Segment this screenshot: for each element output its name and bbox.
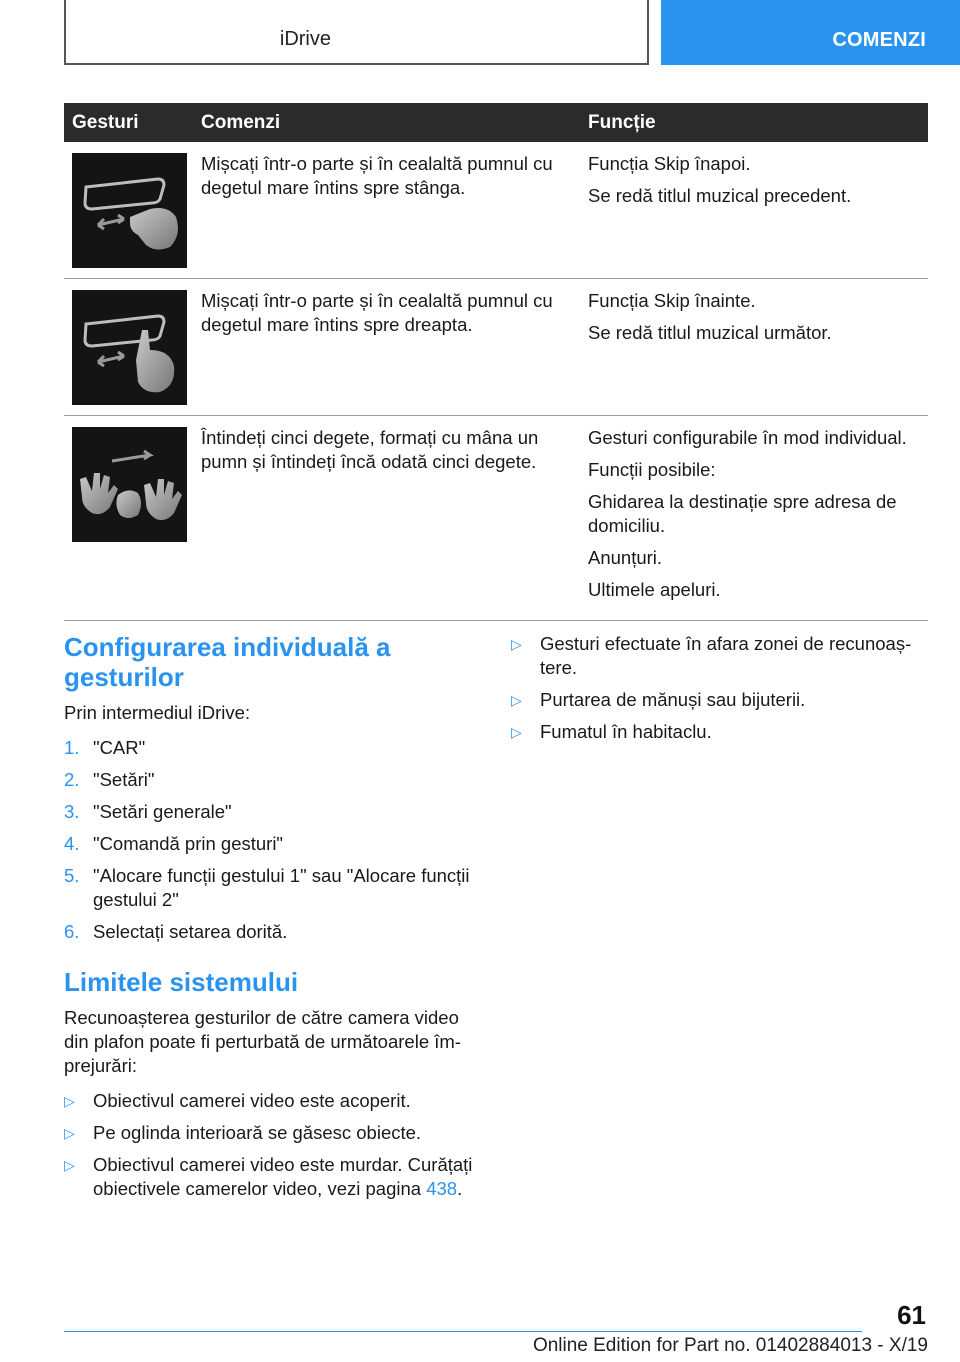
limits-intro: Recunoașterea gesturilor de către camera video din plafon poate fi perturbată de următoarele împrejurări: — [64, 1007, 461, 1076]
list-item: 4. "Comandă prin gesturi" — [64, 833, 284, 854]
footer-divider — [64, 1331, 862, 1332]
gesture-five-fingers-image — [72, 427, 187, 542]
list-item: 5. "Alocare funcții gestului 1" sau "Alocare funcții gestului 2" — [64, 865, 470, 910]
list-item: ▷ Obiectivul camerei video este acoperit. — [64, 1090, 411, 1111]
footer-edition: Online Edition for Part no. 01402884013 - X/19 — [532, 1335, 928, 1356]
limits-section-title: Limitele sistemului — [64, 967, 299, 997]
list-item: ▷ Obiectivul camerei video este murdar. Curățați obiectivele camerelor video, vezi pagina 438. — [64, 1154, 473, 1199]
list-item: ▷ Purtarea de mănuși sau bijuterii. — [511, 689, 806, 710]
function-cell: Funcția Skip înapoi. Se redă titlul muzical precedent. — [579, 142, 928, 279]
triangle-right-icon: ▷ — [64, 1125, 75, 1141]
gesture-skip-back-image — [72, 153, 187, 268]
list-item: 1. "CAR" — [64, 737, 146, 758]
function-cell: Gesturi configurabile în mod individual. Funcții posibile: Ghidarea la destinație spre adresa de domiciliu. Anunțuri. Ultimele apeluri. — [579, 416, 928, 621]
table-header-row — [64, 103, 928, 142]
list-item: ▷ Fumatul în habitaclu. — [511, 721, 712, 742]
gestures-table — [64, 103, 928, 621]
table-row — [64, 416, 928, 621]
limits-list — [64, 1089, 476, 1201]
column-header-gestures: Gesturi — [64, 103, 192, 142]
column-header-function: Funcție — [579, 103, 928, 142]
triangle-right-icon: ▷ — [64, 1093, 75, 1109]
table-row — [64, 279, 928, 416]
right-column — [511, 632, 931, 752]
command-cell: Întindeți cinci degete, formați cu mâna un pumn și întindeți încă odată cinci degete. — [192, 416, 579, 621]
page-number: 61 — [897, 1300, 926, 1330]
list-item: ▷ Pe oglinda interioară se găsesc obiecte. — [64, 1122, 422, 1143]
config-steps-list — [64, 736, 476, 944]
command-cell: Mișcați într-o parte și în cealaltă pumnul cu degetul mare întins spre stânga. — [192, 142, 579, 279]
triangle-right-icon: ▷ — [511, 692, 522, 708]
triangle-right-icon: ▷ — [511, 636, 522, 652]
table-row — [64, 142, 928, 279]
limits-list-continued — [511, 632, 931, 744]
triangle-right-icon: ▷ — [511, 724, 522, 740]
header-section-title: iDrive — [279, 28, 331, 50]
list-item: 2. "Setări" — [64, 769, 155, 790]
list-item: 3. "Setări generale" — [64, 801, 232, 822]
command-cell: Mișcați într-o parte și în cealaltă pumnul cu degetul mare întins spre dreapta. — [192, 279, 579, 416]
fist-thumb-right-icon — [72, 290, 187, 405]
column-header-commands: Comenzi — [192, 103, 579, 142]
header-chapter-tab — [661, 0, 960, 65]
list-item: 6. Selectați setarea dorită. — [64, 921, 288, 942]
gesture-skip-forward-image — [72, 290, 187, 405]
page-link[interactable]: 438 — [426, 1178, 458, 1199]
function-cell: Funcția Skip înainte. Se redă titlul muzical următor. — [579, 279, 928, 416]
left-column — [64, 632, 476, 1209]
list-item: ▷ Gesturi efectuate în afara zonei de recunoaștere. — [511, 633, 912, 678]
header-chapter-title: COMENZI — [832, 29, 926, 51]
open-hand-fist-open-hand-icon — [72, 427, 187, 542]
header-section-box — [64, 0, 649, 65]
fist-thumb-left-icon — [72, 153, 187, 268]
config-section-title: Configurarea individuală a gesturilor — [64, 632, 391, 692]
triangle-right-icon: ▷ — [64, 1157, 75, 1173]
config-intro: Prin intermediul iDrive: — [64, 702, 251, 723]
